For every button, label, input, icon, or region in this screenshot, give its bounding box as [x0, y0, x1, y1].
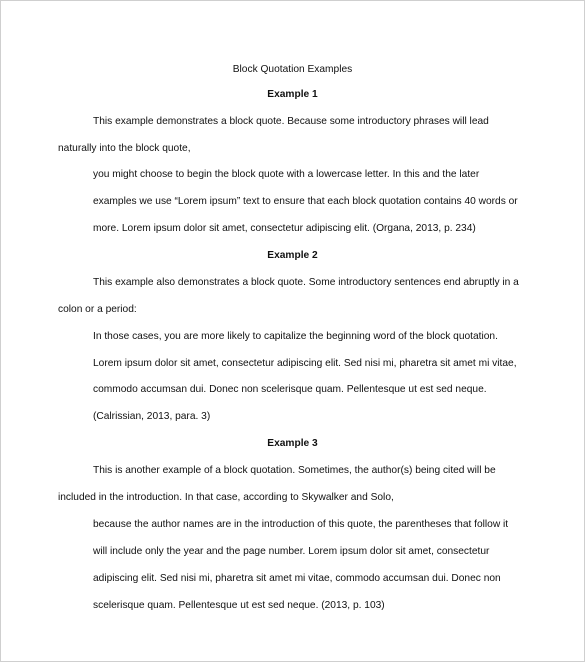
example-2-quote-line-3: commodo accumsan dui. Donec non scelerisque quam. Pellentesque ut est sed neque.: [93, 384, 487, 395]
example-3-intro-line-2: included in the introduction. In that case, according to Skywalker and Solo,: [58, 492, 394, 503]
example-3-quote-line-1: because the author names are in the introduction of this quote, the parentheses that follow it: [93, 519, 509, 530]
example-2-intro-line-1: This example also demonstrates a block quote. Some introductory sentences end abruptly in a: [93, 277, 519, 288]
example-2-quote-line-4: (Calrissian, 2013, para. 3): [93, 411, 211, 422]
example-3-intro-line-1: This is another example of a block quotation. Sometimes, the author(s) being cited will be: [93, 465, 496, 476]
example-1-quote-line-3: more. Lorem ipsum dolor sit amet, consectetur adipiscing elit. (Organa, 2013, p. 234): [93, 223, 476, 234]
example-1-quote-line-2: examples we use “Lorem ipsum” text to ensure that each block quotation contains 40 words or: [93, 196, 518, 207]
example-1-intro-line-1: This example demonstrates a block quote. Because some introductory phrases will lead: [93, 116, 489, 127]
example-2-quote-line-2: Lorem ipsum dolor sit amet, consectetur adipiscing elit. Sed nisi mi, pharetra sit amet mi vitae,: [93, 358, 517, 369]
example-2-quote-line-1: In those cases, you are more likely to capitalize the beginning word of the block quotation.: [93, 331, 498, 342]
example-1-heading: Example 1: [267, 89, 318, 100]
example-3-quote-line-4: scelerisque quam. Pellentesque ut est sed neque. (2013, p. 103): [93, 600, 385, 611]
example-3-heading: Example 3: [267, 438, 318, 449]
example-1-intro-line-2: naturally into the block quote,: [58, 143, 191, 154]
example-1-quote-line-1: you might choose to begin the block quote with a lowercase letter. In this and the later: [93, 169, 480, 180]
example-3-quote-line-3: adipiscing elit. Sed nisi mi, pharetra sit amet mi vitae, commodo accumsan dui. Donec non: [93, 573, 501, 584]
example-3-quote-line-2: will include only the year and the page number. Lorem ipsum dolor sit amet, consectetur: [93, 546, 490, 557]
example-2-heading: Example 2: [267, 250, 318, 261]
document-title: Block Quotation Examples: [232, 64, 353, 75]
example-2-intro-line-2: colon or a period:: [58, 304, 137, 315]
